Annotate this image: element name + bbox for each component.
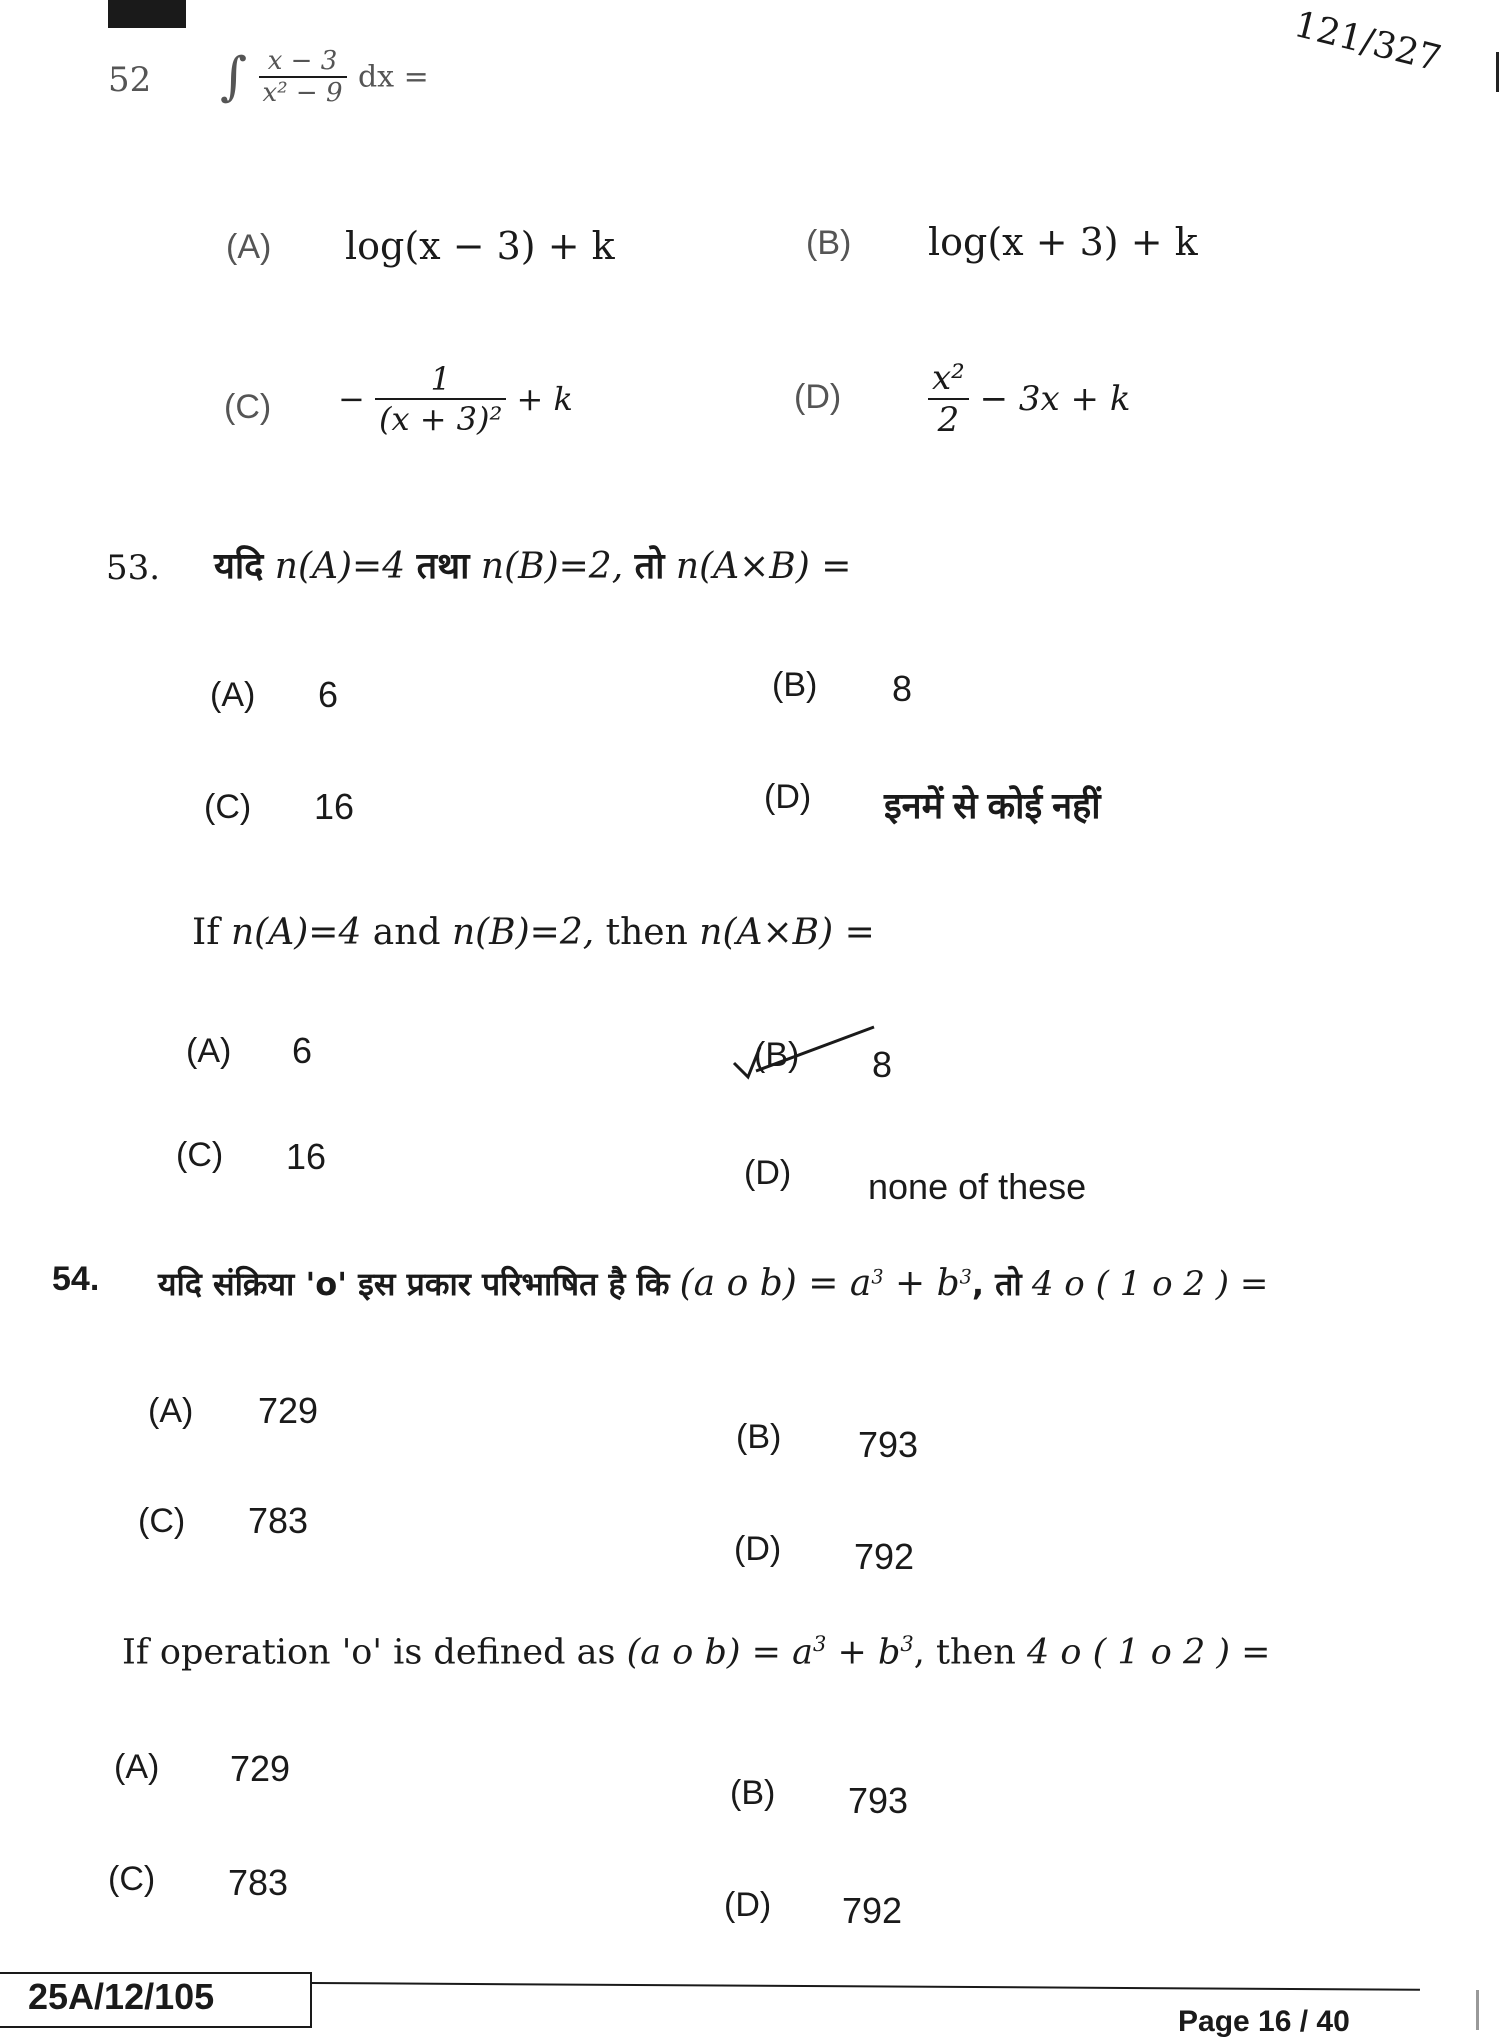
- integral-sign: ∫: [220, 47, 248, 107]
- q53-english-option-b-label: (B): [754, 1036, 800, 1074]
- q53-hindi-option-a-value: 6: [318, 674, 339, 715]
- q54-english-option-d-label: (D): [724, 1886, 772, 1924]
- q52-option-b-label: (B): [806, 224, 852, 262]
- q54-hindi-option-d-value: 792: [854, 1536, 915, 1577]
- footer-rule: [312, 1982, 1420, 1991]
- q54-hindi-option-a-value: 729: [258, 1390, 319, 1431]
- page-number: Page 16 / 40: [1178, 2005, 1350, 2038]
- q54-english-option-c-label: (C): [108, 1860, 156, 1898]
- q54-hindi-question: यदि संक्रिया 'o' इस प्रकार परिभाषित है कि (a o $b) = a^3 + b^3$, तो 4 o ( 1 o 2 ) =: [158, 1263, 1269, 1304]
- q54-hindi-option-b-value: 793: [858, 1424, 919, 1465]
- q53-hindi-option-b-value: 8: [892, 668, 913, 709]
- answer-tick-mark: [730, 1025, 880, 1085]
- q54-english-option-b-value: 793: [848, 1780, 909, 1821]
- corner-code: 121/327: [1290, 4, 1446, 80]
- q52-option-a-label: (A): [226, 228, 272, 266]
- q54-english-option-c-value: 783: [228, 1862, 289, 1903]
- q53-english-option-a-label: (A): [186, 1032, 232, 1070]
- q54-english-question: If operation 'o' is defined as (a o $b) = a^3 + b^3$, then 4 o ( 1 o 2 ) =: [122, 1632, 1271, 1673]
- q52-option-c-label: (C): [224, 388, 272, 426]
- q53-hindi-option-d-label: (D): [764, 778, 812, 816]
- q53-hindi-question: यदि n(A)=4 तथा n(B)=2, तो n(A×B) =: [214, 546, 852, 587]
- q53-english-option-c-value: 16: [286, 1136, 327, 1177]
- q52-option-c-value: − $\frac{1}{\text{(x + 3)²}}$ + k: [338, 360, 573, 438]
- q52-option-d-label: (D): [794, 378, 842, 416]
- q54-english-option-d-value: 792: [842, 1890, 903, 1931]
- q53-number: 53.: [106, 548, 161, 588]
- q54-english-option-a-label: (A): [114, 1748, 160, 1786]
- corner-block: [108, 0, 186, 28]
- q53-english-option-a-value: 6: [292, 1030, 313, 1071]
- q52-option-d-value: $\frac{\text{x²}}{2}$ − 3x + k: [928, 358, 1130, 440]
- paper-code: 25A/12/105: [28, 1976, 215, 2017]
- q53-english-question: If n(A)=4 and n(B)=2, then n(A×B) =: [192, 912, 875, 953]
- q53-hindi-option-c-label: (C): [204, 788, 252, 826]
- q54-hindi-option-a-label: (A): [148, 1392, 194, 1430]
- q52-question: ∫ $\frac{x - 3}{\text{x² − 9}}$ dx =: [220, 46, 429, 108]
- q53-english-option-d-value: none of these: [868, 1166, 1087, 1207]
- q54-english-option-b-label: (B): [730, 1774, 776, 1812]
- q53-hindi-option-d-value: इनमें से कोई नहीं: [884, 785, 1101, 826]
- q54-english-option-a-value: 729: [230, 1748, 291, 1789]
- q52-option-a-value: log(x − 3) + k: [345, 224, 615, 268]
- q53-hindi-option-a-label: (A): [210, 676, 256, 714]
- q54-hindi-option-c-label: (C): [138, 1502, 186, 1540]
- edge-mark: [1476, 1990, 1479, 2030]
- q54-hindi-option-d-label: (D): [734, 1530, 782, 1568]
- corner-bar: [1496, 52, 1499, 92]
- q52-number: 52: [108, 60, 152, 100]
- q53-english-option-c-label: (C): [176, 1136, 224, 1174]
- q54-number: 54.: [52, 1260, 100, 1298]
- q54-hindi-option-b-label: (B): [736, 1418, 782, 1456]
- q52-integrand: $\frac{x - 3}{\text{x² − 9}}$: [259, 46, 347, 108]
- q53-english-option-b-value: 8: [872, 1044, 893, 1085]
- q53-english-option-d-label: (D): [744, 1154, 792, 1192]
- q53-hindi-option-c-value: 16: [314, 786, 355, 827]
- q54-hindi-option-c-value: 783: [248, 1500, 309, 1541]
- q53-hindi-option-b-label: (B): [772, 666, 818, 704]
- q52-option-b-value: log(x + 3) + k: [928, 220, 1198, 264]
